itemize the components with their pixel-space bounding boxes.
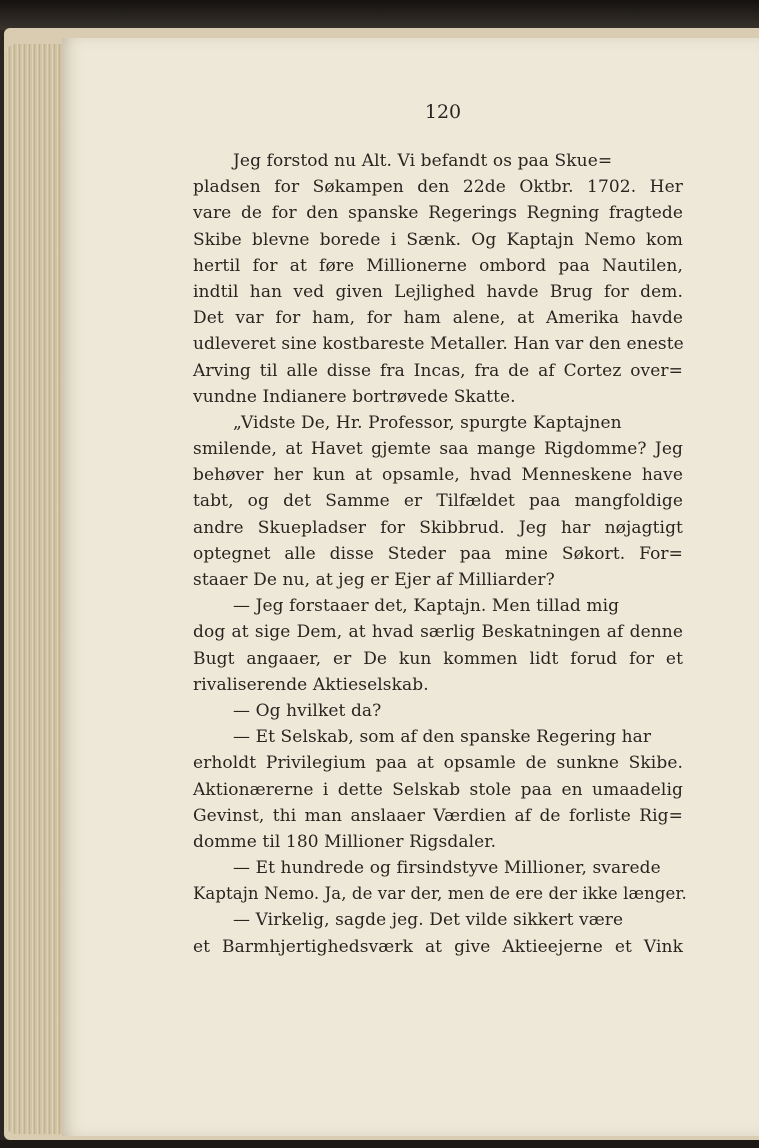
text-line: behøver her kun at opsamle, hvad Menneskene have bbox=[193, 465, 683, 486]
text-line: et Barmhjertighedsværk at give Aktieejerne et Vink bbox=[193, 936, 683, 957]
body-text bbox=[193, 148, 687, 960]
text-line: Gevinst, thi man anslaaer Værdien af de forliste Rig= bbox=[193, 805, 683, 826]
text-line: optegnet alle disse Steder paa mine Søkort. For= bbox=[193, 543, 683, 564]
page-edges bbox=[6, 44, 64, 1134]
scan-bottom-border bbox=[0, 1140, 759, 1148]
text-line: tabt, og det Samme er Tilfældet paa mangfoldige bbox=[193, 491, 683, 512]
text-line: — Et hundrede og firsindstyve Millioner, svarede bbox=[233, 858, 661, 879]
text-line: smilende, at Havet gjemte saa mange Rigdomme? Jeg bbox=[193, 439, 683, 460]
text-line: — Et Selskab, som af den spanske Regering har bbox=[233, 727, 652, 748]
text-line: Jeg forstod nu Alt. Vi befandt os paa Skue= bbox=[233, 151, 613, 171]
text-line: andre Skuepladser for Skibbrud. Jeg har nøjagtigt bbox=[193, 517, 683, 538]
text-line: Skibe blevne borede i Sænk. Og Kaptajn Nemo kom bbox=[193, 229, 683, 250]
text-line: Bugt angaaer, er De kun kommen lidt forud for et bbox=[193, 648, 683, 669]
text-line: domme til 180 Millioner Rigsdaler. bbox=[193, 831, 497, 852]
text-line: rivaliserende Aktieselskab. bbox=[193, 674, 429, 695]
text-line: staaer De nu, at jeg er Ejer af Milliarder? bbox=[193, 570, 555, 590]
text-line: dog at sige Dem, at hvad særlig Beskatningen af denne bbox=[193, 622, 683, 643]
text-line: „Vidste De, Hr. Professor, spurgte Kaptajnen bbox=[233, 412, 622, 433]
text-line: hertil for at føre Millionerne ombord paa Nautilen, bbox=[193, 255, 683, 276]
text-line: Kaptajn Nemo. Ja, de var der, men de ere der ikke længer. bbox=[193, 884, 687, 904]
text-line: Det var for ham, for ham alene, at Amerika havde bbox=[193, 308, 683, 329]
page-number: 120 bbox=[424, 101, 462, 123]
text-line: — Og hvilket da? bbox=[233, 700, 382, 721]
scan-top-border bbox=[0, 0, 759, 30]
text-line: vundne Indianere bortrøvede Skatte. bbox=[193, 386, 516, 407]
text-line: udleveret sine kostbareste Metaller. Han var den eneste bbox=[193, 334, 684, 355]
text-line: vare de for den spanske Regerings Regning fragtede bbox=[193, 203, 683, 224]
text-line: Arving til alle disse fra Incas, fra de af Cortez over= bbox=[193, 360, 683, 381]
text-line: pladsen for Søkampen den 22de Oktbr. 1702. Her bbox=[193, 177, 683, 198]
text-line: indtil han ved given Lejlighed havde Brug for dem. bbox=[193, 281, 683, 302]
text-line: — Jeg forstaaer det, Kaptajn. Men tillad mig bbox=[233, 596, 620, 617]
text-line: — Virkelig, sagde jeg. Det vilde sikkert være bbox=[233, 910, 624, 931]
text-line: erholdt Privilegium paa at opsamle de sunkne Skibe. bbox=[193, 753, 683, 774]
text-line: Aktionærerne i dette Selskab stole paa en umaadelig bbox=[193, 779, 683, 800]
